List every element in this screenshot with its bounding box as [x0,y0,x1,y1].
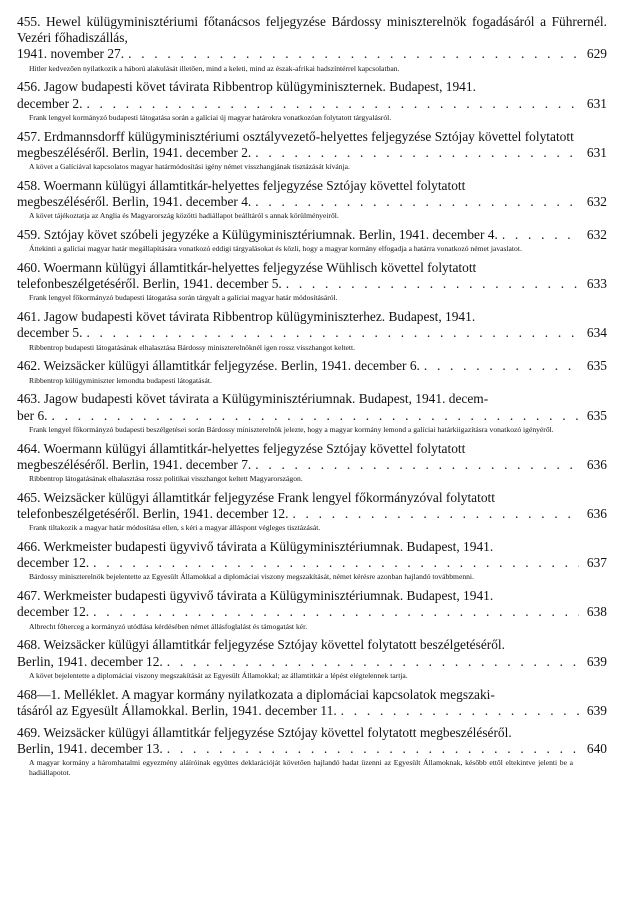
entry-title-last-line [17,506,607,522]
toc-entry [17,441,607,484]
page-number: 635 [586,407,607,423]
dot-leader [424,358,579,374]
toc-entry [17,227,607,254]
page-number: 639 [586,653,607,669]
entry-title-end: megbeszéléséről. Berlin, 1941. december 7. [17,456,252,472]
entry-summary: Albrecht főherceg a kormányzó utódlása kérdésében német állásfoglalást és támogatást kér. [29,621,308,631]
entry-title-last-line [17,654,607,670]
entry-title-end: 1941. november 27. [17,46,125,62]
entry-title: 457. Erdmannsdorff külügyminisztériumi osztályvezető-helyettes feljegyzése Sztójay követtel folytatott [17,128,574,144]
page-number: 639 [586,702,607,718]
toc-entry [17,260,607,303]
entry-summary: Ribbentrop budapesti látogatásának elhalasztása Bárdossy miniszterelnöknél igen rossz visszhangot keltett. [29,342,356,352]
entry-summary: Ribbentrop látogatásának elhalasztása rossz politikai visszhangot keltett Magyarországon. [29,474,303,484]
entry-summary: Hitler kedvezően nyilatkozik a háború alakulását illetően, mind a keleti, mind az észak-afrikai hadszíntérrel kapcsolatban. [29,63,400,73]
page-number: 635 [586,358,607,374]
entry-title-end: ber 6. [17,407,48,423]
entry-title-last-line [17,408,607,424]
page-number: 632 [586,227,607,243]
page-number: 637 [586,555,607,571]
entry-title: 468. Weizsäcker külügyi államtitkár feljegyzése Sztójay követtel folytatott beszélgetéséről. [17,637,506,653]
entry-summary: Frank lengyel kormányzó budapesti látogatása során a galíciai új magyar határokra vonatkozóan folytatott tárgyalásról. [29,112,392,122]
toc-entry [17,178,607,221]
dot-leader [93,604,579,620]
entry-title-end: telefonbeszélgetéséről. Berlin, 1941. december 12. [17,506,289,522]
dot-leader [341,703,579,719]
entry-title-last-line [17,46,607,62]
entry-title: 465. Weizsäcker külügyi államtitkár feljegyzése Frank lengyel főkormányzóval folytatott [17,489,495,505]
dot-leader [86,325,579,341]
entry-title: 469. Weizsäcker külügyi államtitkár feljegyzése Sztójay követtel folytatott megbeszéléséről. [17,725,512,741]
toc-entry [17,637,607,680]
entry-summary: Frank tiltakozik a magyar határ módosítása ellen, s kéri a magyar álláspont végleges tisztázását. [29,523,321,533]
page-number: 633 [586,276,607,292]
entry-title: 467. Werkmeister budapesti ügyvivő távirata a Külügyminisztériumnak. Budapest, 1941. [17,588,494,604]
entry-title: 463. Jagow budapesti követ távirata a Külügyminisztériumnak. Budapest, 1941. decem- [17,391,489,407]
entry-title-end: december 12. [17,604,90,620]
entry-title: 464. Woermann külügyi államtitkár-helyettes feljegyzése Sztójay követtel folytatott [17,440,466,456]
page-number: 632 [586,194,607,210]
dot-leader [93,555,579,571]
entry-title-end: megbeszéléséről. Berlin, 1941. december 2. [17,144,252,160]
entry-summary: A magyar kormány a háromhatalmi egyezmény aláíróinak együttes deklarációját követően hajlandó hadat üzenni az Egyesült Államoknak, később ettől eltekintve jelenti be a hadiállapotot. [29,758,573,778]
dot-leader [255,457,579,473]
entry-title-end: telefonbeszélgetéséről. Berlin, 1941. december 5. [17,276,282,292]
entry-summary: A követ a Galíciával kapcsolatos magyar határmódosítási igény német visszhangjának tisztázását kívánja. [29,162,350,172]
dot-leader [128,46,579,62]
toc-entry [17,129,607,172]
entry-title-end: Berlin, 1941. december 12. [17,653,163,669]
entry-title-last-line [17,96,607,112]
entry-title: 458. Woermann külügyi államtitkár-helyettes feljegyzése Sztójay követtel folytatott [17,177,466,193]
entry-title-end: Berlin, 1941. december 13. [17,741,163,757]
entry-summary: Ribbentrop külügyminiszter lemondta budapesti látogatását. [29,375,212,385]
entry-title-end: tásáról az Egyesült Államokkal. Berlin, 1941. december 11. [17,702,337,718]
dot-leader [52,408,580,424]
entry-title: 461. Jagow budapesti követ távirata Ribbentrop külügyminiszterhez. Budapest, 1941. [17,309,476,325]
entry-title-end: december 2. [17,95,83,111]
toc-entry [17,14,607,73]
entry-summary: A követ tájékoztatja az Anglia és Magyarország közötti hadiállapot beálltáról s annak körülményeiről. [29,211,339,221]
entry-summary: Bárdossy miniszterelnök bejelentette az Egyesült Államokkal a diplomáciai viszony megszakítását, német kérésre azonban hajlandó továbbmenni. [29,572,474,582]
entry-title-last-line [17,194,607,210]
toc-entry [17,725,607,778]
entry-title-last-line [17,555,607,571]
dot-leader [86,96,579,112]
dot-leader [255,194,579,210]
page-number: 638 [586,604,607,620]
page-number: 631 [586,144,607,160]
toc-entry [17,391,607,434]
dot-leader [286,276,579,292]
entry-summary: Frank lengyel főkormányzó budapesti beszélgetései során Bárdossy miniszterelnök jelezte, hogy a magyar kormány lemond a galíciai határkiigazításra vonatkozó igényéről. [29,424,554,434]
toc-entry [17,539,607,582]
entry-title-last-line [17,703,607,719]
entry-title: 466. Werkmeister budapesti ügyvivő távirata a Külügyminisztériumnak. Budapest, 1941. [17,539,494,555]
entry-title: 468—1. Melléklet. A magyar kormány nyilatkozata a diplomáciai kapcsolatok megszaki- [17,686,495,702]
dot-leader [167,741,579,757]
entry-title: 455. Hewel külügyminisztériumi főtanácsos feljegyzése Bárdossy miniszterelnök fogadásáról a Führernél. Vezéri főhadiszállás, [17,14,607,46]
dot-leader [502,227,579,243]
entry-title-end: december 12. [17,555,90,571]
entry-title-end: megbeszéléséről. Berlin, 1941. december 4. [17,194,252,210]
entry-title-last-line [17,604,607,620]
entry-title-last-line [17,276,607,292]
page-number: 640 [586,741,607,757]
entry-title-last-line [17,227,607,243]
entry-title-end: 459. Sztójay követ szóbeli jegyzéke a Külügyminisztériumnak. Berlin, 1941. december 4. [17,227,498,243]
toc-entry [17,358,607,385]
entry-title-last-line [17,358,607,374]
entry-title-end: december 5. [17,325,83,341]
entry-title-last-line [17,145,607,161]
entry-title-last-line [17,457,607,473]
toc-entry [17,588,607,631]
page-number: 634 [586,325,607,341]
page-number: 636 [586,506,607,522]
entry-summary: Áttekinti a galíciai magyar határ megállapítására vonatkozó eddigi tárgyalásokat és közli, hogy a magyar kormány elfogadja a határra vonatkozó német javaslatot. [29,244,522,254]
page-number: 631 [586,95,607,111]
page-number: 629 [586,46,607,62]
dot-leader [167,654,579,670]
entry-title-last-line [17,741,607,757]
toc-entry [17,490,607,533]
toc-entry [17,309,607,352]
dot-leader [292,506,579,522]
entry-summary: A követ bejelentette a diplomáciai viszony megszakítását az Egyesült Államokkal; az államtitkár a lépést elégtelennek tartja. [29,670,408,680]
dot-leader [255,145,579,161]
toc-entry [17,79,607,122]
page-number: 636 [586,456,607,472]
entry-title: 456. Jagow budapesti követ távirata Ribbentrop külügyminiszternek. Budapest, 1941. [17,79,476,95]
entry-summary: Frank lengyel főkormányzó budapesti látogatása során tárgyalt a galíciai magyar határ módosításáról. [29,293,338,303]
toc-entry [17,687,607,719]
entry-title: 460. Woermann külügyi államtitkár-helyettes feljegyzése Wühlisch követtel folytatott [17,260,477,276]
entry-title-end: 462. Weizsäcker külügyi államtitkár feljegyzése. Berlin, 1941. december 6. [17,358,420,374]
entry-title-last-line [17,325,607,341]
